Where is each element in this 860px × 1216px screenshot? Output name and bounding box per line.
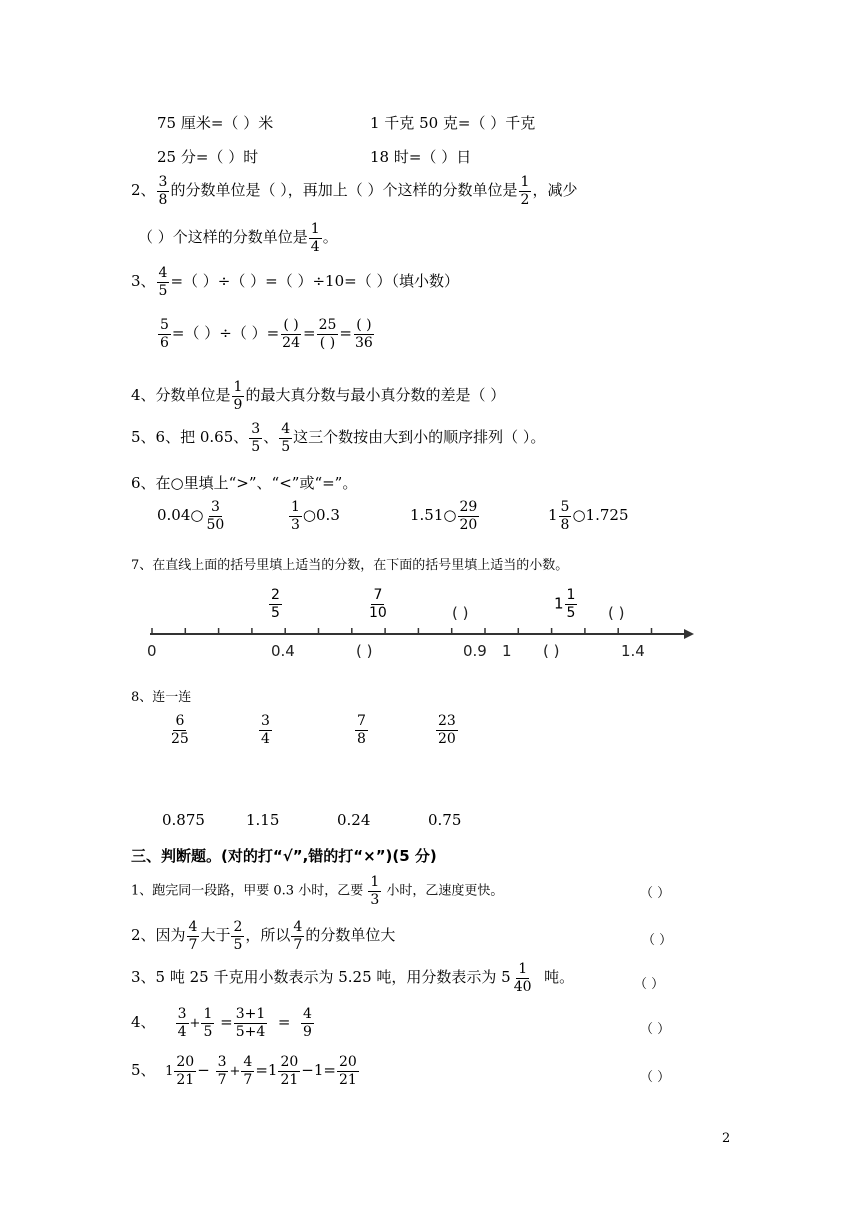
q5-line: 5、6、把 0.65、 $\frac{3}{5}$ 、 $\frac{4}{5}$ 这三个数按由大到小的顺序排列（ ）。 [131,421,546,455]
q6-title: 6、在○里填上“>”、“<”或“=”。 [131,474,358,492]
numberline-label-0: 0 [147,642,157,660]
fraction: $\frac{( )}{24}$ [282,317,300,351]
fraction: $\frac{3}{4}$ [177,1006,187,1040]
judge-3-answer-blank: （ ） [634,977,665,992]
fraction: $\frac{4}{5}$ [158,265,168,299]
fraction: $\frac{1}{3}$ [291,499,300,533]
numberline-blank-below-1: ( ) [356,642,373,660]
fraction: $\frac{3+1}{5+4}$ [235,1006,266,1040]
numberline-mixed-1-1-5: 1 $\frac{1}{5}$ [554,587,576,621]
numberline-label-1-4: 1.4 [621,642,645,660]
judge-1-answer-blank: （ ） [640,886,671,901]
q8-title: 8、连一连 [131,690,192,705]
numberline-label-1: 1 [502,642,512,660]
fraction: $\frac{5}{8}$ [560,499,570,533]
q6-compare-2: $\frac{1}{3}$ ○0.3 [291,499,340,533]
fraction: $\frac{4}{7}$ [243,1054,253,1088]
fraction: $\frac{4}{5}$ [281,421,291,455]
q3-line2: $\frac{5}{6}$ =（ ）÷（ ）= $\frac{( )}{24}$ = $\frac{25}{( )}$ = $\frac{( )}{36}$ [160,317,373,351]
fraction: $\frac{3}{5}$ [251,421,261,455]
q6-compare-1: 0.04○ $\frac{3}{50}$ [157,499,225,533]
fraction: $\frac{( )}{36}$ [354,317,373,351]
q8-fraction-4: $\frac{23}{20}$ [438,713,456,747]
number-line [146,624,698,644]
q8-decimal-4: 0.75 [428,811,462,829]
q2-line1: 2、 $\frac{3}{8}$ 的分数单位是（ ），再加上（ ）个这样的分数单位是 $\frac{1}{2}$ ，减少 [131,174,578,208]
numberline-label-0-4: 0.4 [271,642,295,660]
fraction: $\frac{1}{40}$ [513,961,532,995]
fraction: $\frac{3}{8}$ [158,174,168,208]
q1-item-d: 18 时=（ ）日 [370,148,472,166]
judge-2: 2、因为 $\frac{4}{7}$ 大于 $\frac{2}{5}$ ，所以 $\frac{4}{7}$ 的分数单位大 [131,919,396,953]
fraction: $\frac{1}{5}$ [203,1006,213,1040]
fraction: $\frac{2}{5}$ [233,919,243,953]
q1-item-c: 25 分=（ ）时 [157,148,259,166]
q6-compare-3: 1.51○ $\frac{29}{20}$ [410,499,478,533]
q1-item-a: 75 厘米=（ ）米 [157,114,274,132]
fraction: $\frac{1}{9}$ [233,379,243,413]
q2-line2: （ ）个这样的分数单位是 $\frac{1}{4}$ 。 [138,221,338,255]
fraction: $\frac{20}{21}$ [280,1054,299,1088]
judge-5: 5、 1 $\frac{20}{21}$ − $\frac{3}{7}$ + $\frac{4}{7}$ =1 $\frac{20}{21}$ −1= $\frac{20}{21}$ [131,1054,357,1088]
fraction: $\frac{4}{9}$ [302,1006,312,1040]
fraction: $\frac{3}{50}$ [206,499,225,533]
judge-1: 1、跑完同一段路，甲要 0.3 小时，乙要 $\frac{1}{3}$ 小时，乙速度更快。 [131,874,504,908]
judge-4: 4、 $\frac{3}{4}$ + $\frac{1}{5}$ = $\frac{3+1}{5+4}$ = $\frac{4}{9}$ [131,1006,312,1040]
q7-title: 7、在直线上面的括号里填上适当的分数，在下面的括号里填上适当的小数。 [131,558,569,573]
numberline-blank-above-1: ( ) [452,604,469,622]
numberline-label-0-9: 0.9 [463,642,487,660]
q3-line1: 3、 $\frac{4}{5}$ =（ ）÷（ ）=（ ）÷10=（ ）（填小数） [131,265,459,299]
q1-item-b: 1 千克 50 克=（ ）千克 [370,114,536,132]
fraction: $\frac{20}{21}$ [176,1054,195,1088]
q8-decimal-3: 0.24 [337,811,371,829]
q8-fraction-3: $\frac{7}{8}$ [357,713,366,747]
numberline-blank-below-2: ( ) [543,642,560,660]
numberline-fraction-2-5: $\frac{2}{5}$ [271,587,280,621]
fraction: $\frac{29}{20}$ [459,499,478,533]
fraction: $\frac{4}{7}$ [188,919,198,953]
fraction: $\frac{4}{7}$ [293,919,303,953]
fraction: $\frac{20}{21}$ [338,1054,357,1088]
judge-2-answer-blank: （ ） [642,933,673,948]
q8-decimal-1: 0.875 [162,811,205,829]
q6-compare-4: 1 $\frac{5}{8}$ ○1.725 [548,499,629,533]
judge-5-answer-blank: （ ） [640,1070,671,1085]
numberline-blank-above-2: ( ) [608,604,625,622]
judge-4-answer-blank: （ ） [640,1022,671,1037]
fraction: $\frac{1}{4}$ [310,221,320,255]
number-line-arrow [684,629,694,639]
page-number: 2 [722,1131,731,1146]
fraction: $\frac{1}{3}$ [370,874,380,908]
q4-line: 4、分数单位是 $\frac{1}{9}$ 的最大真分数与最小真分数的差是（ ） [131,379,506,413]
fraction: $\frac{1}{2}$ [520,174,530,208]
fraction: $\frac{3}{7}$ [217,1054,227,1088]
judge-3: 3、5 吨 25 千克用小数表示为 5.25 吨，用分数表示为 5 $\frac{1}{40}$ 吨。 [131,961,575,995]
q8-fraction-2: $\frac{3}{4}$ [261,713,270,747]
fraction: $\frac{25}{( )}$ [318,317,337,351]
q8-decimal-2: 1.15 [246,811,280,829]
fraction: $\frac{5}{6}$ [160,317,169,351]
numberline-fraction-7-10: $\frac{7}{10}$ [369,587,387,621]
q8-fraction-1: $\frac{6}{25}$ [171,713,189,747]
section-3-title: 三、判断题。(对的打“√”,错的打“×”)(5 分) [131,847,437,865]
